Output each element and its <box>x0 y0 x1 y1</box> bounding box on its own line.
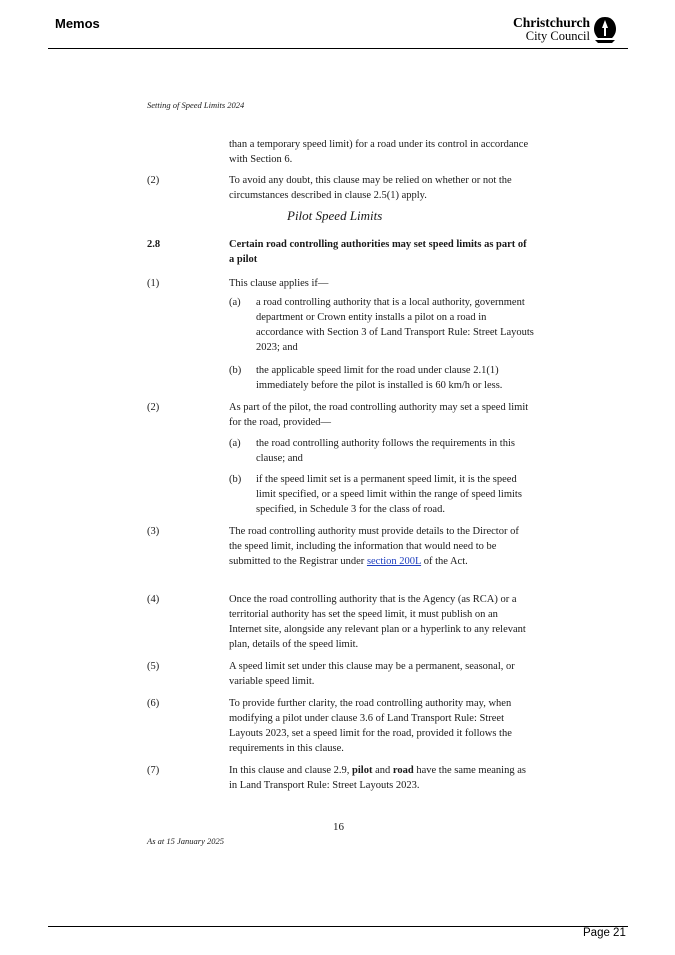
section-200l-link[interactable]: section 200L <box>366 556 422 567</box>
continuation-text: than a temporary speed limit) for a road under its control in accordance with Section 6. <box>229 139 529 165</box>
paragraph-label: (b) <box>229 474 242 485</box>
subclause-number: (3) <box>147 526 160 537</box>
logo-line-1: Christchurch <box>512 15 590 30</box>
subclause-text: To provide further clarity, the road controlling authority may, when modifying a pilot under clause 3.6 of Land Transport Rule: Street Layouts 2023, set a speed limit for the road, provided it follows the requirements in this clause. <box>229 698 512 754</box>
subclause-text: This clause applies if— <box>229 278 329 289</box>
subclause-text-part: The road controlling authority must provide details to the Director of the speed limit, including the information that would need to be submitted to the Registrar under <box>229 526 519 567</box>
clause-text: To avoid any doubt, this clause may be relied on whether or not the circumstances described in clause 2.5(1) apply. <box>229 175 512 201</box>
defined-term-pilot: pilot <box>352 765 373 776</box>
document-page-number: 16 <box>333 821 344 833</box>
subclause-text-part: have the same meaning as in Land Transport Rule: Street Layouts 2023. <box>229 765 526 791</box>
subclause-text: A speed limit set under this clause may be a permanent, seasonal, or variable speed limit. <box>229 661 515 687</box>
subclause-number: (1) <box>147 278 160 289</box>
cathedral-logo-icon <box>592 16 618 44</box>
subclause-text-part: In this clause and clause 2.9, <box>229 765 353 776</box>
paragraph-text: the road controlling authority follows the requirements in this clause; and <box>256 438 515 464</box>
subclause-text: As part of the pilot, the road controlling authority may set a speed limit for the road, provided— <box>229 402 529 428</box>
subclause-text-part: and <box>372 765 393 776</box>
clause-heading-title: Certain road controlling authorities may set speed limits as part of a pilot <box>229 239 527 265</box>
subclause-text <box>229 524 531 569</box>
subclause-text: Once the road controlling authority that is the Agency (as RCA) or a territorial authority has set the speed limit, it must publish on an Internet site, alongside any relevant plan or a hyperlink to any relevant plan, details of the speed limit. <box>229 594 526 650</box>
paragraph-label: (b) <box>229 365 242 376</box>
subclause-text-part: of the Act. <box>421 556 468 567</box>
paragraph-label: (a) <box>229 438 241 449</box>
paragraph-text: if the speed limit set is a permanent speed limit, it is the speed limit specified, or a speed limit within the range of speed limits specified, in Schedule 3 for the class of road. <box>256 474 522 515</box>
subclause-number: (6) <box>147 698 160 709</box>
clause-number: (2) <box>147 175 160 186</box>
paragraph-label: (a) <box>229 297 241 308</box>
header-rule <box>48 48 628 49</box>
paragraph-text: a road controlling authority that is a local authority, government department or Crown entity installs a pilot on a road in accordance with Section 3 of Land Transport Rule: Street Layouts 2023; and <box>256 297 534 353</box>
section-heading: Pilot Speed Limits <box>287 208 383 223</box>
defined-term-road: road <box>392 765 414 776</box>
subclause-number: (5) <box>147 661 160 672</box>
footer-rule <box>48 926 628 927</box>
subclause-text <box>229 763 531 793</box>
council-logo <box>510 15 622 45</box>
memo-page-number: Page 21 <box>583 927 626 939</box>
subclause-number: (2) <box>147 402 160 413</box>
running-header: Setting of Speed Limits 2024 <box>147 100 245 110</box>
subclause-number: (4) <box>147 594 160 605</box>
paragraph-text: the applicable speed limit for the road under clause 2.1(1) immediately before the pilot is installed is 60 km/h or less. <box>256 365 503 391</box>
logo-line-2: City Council <box>525 29 590 43</box>
memo-header-title: Memos <box>55 16 100 31</box>
subclause-number: (7) <box>147 765 160 776</box>
clause-heading-number: 2.8 <box>147 239 161 250</box>
as-at-date: As at 15 January 2025 <box>147 836 224 846</box>
